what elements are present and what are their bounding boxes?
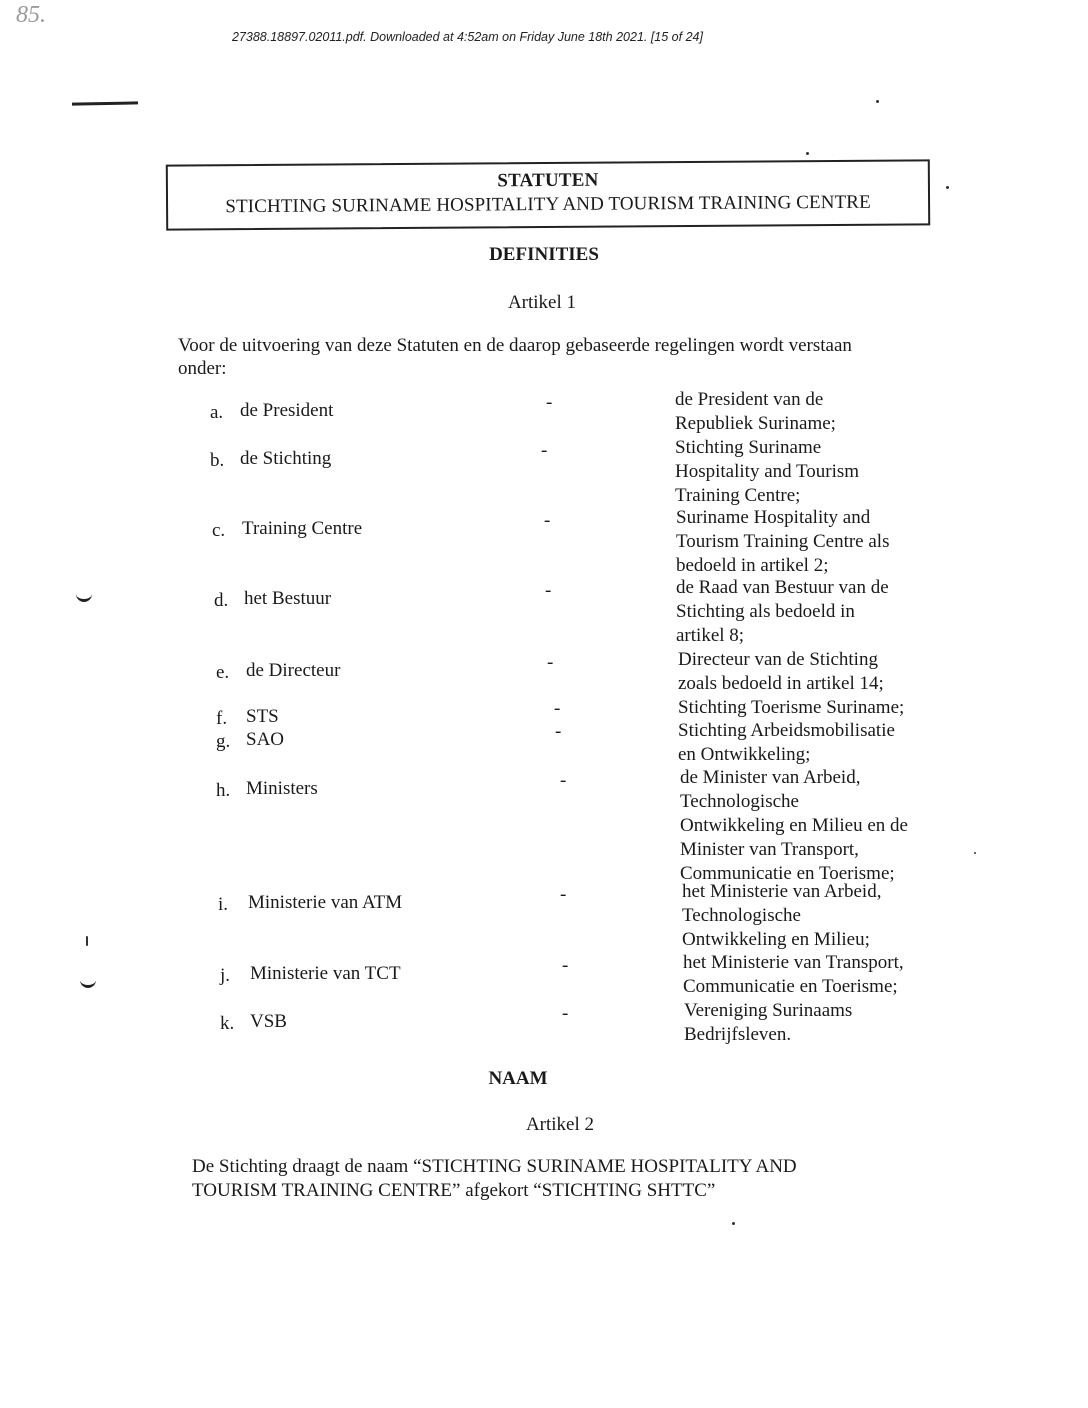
definition-meaning (676, 576, 946, 648)
definition-meaning (675, 388, 945, 436)
definition-meaning-line: Directeur van de Stichting (678, 649, 878, 670)
definition-meaning (675, 436, 945, 508)
definition-meaning (680, 766, 950, 886)
definition-meaning-line: Bedrijfsleven. (684, 1024, 792, 1045)
definition-meaning (683, 951, 953, 999)
definition-term: STS (246, 706, 279, 727)
definition-letter: f. (216, 708, 228, 729)
scan-speck (732, 1222, 735, 1225)
definition-letter: e. (216, 662, 230, 683)
definition-dash: - (560, 884, 567, 905)
definition-meaning (678, 696, 948, 720)
article-2-line-2: TOURISM TRAINING CENTRE” afgekort “STICHTING SHTTC” (192, 1180, 716, 1201)
definition-letter: a. (210, 402, 224, 423)
definition-term: SAO (246, 729, 285, 750)
definition-meaning-line: Technologische (680, 791, 799, 812)
scan-speck (876, 100, 879, 103)
definition-meaning-line: Republiek Suriname; (675, 413, 836, 434)
definition-dash: - (560, 770, 567, 791)
intro-line-2: onder: (178, 358, 227, 379)
definition-meaning-line: Training Centre; (675, 485, 801, 506)
definition-meaning (684, 999, 954, 1047)
definition-meaning-line: Vereniging Surinaams (684, 1000, 853, 1021)
definition-meaning-line: Tourism Training Centre als (676, 531, 890, 552)
definition-meaning-line: zoals bedoeld in artikel 14; (678, 673, 884, 694)
definition-meaning-line: de Minister van Arbeid, (680, 767, 861, 788)
scan-speck (86, 936, 88, 946)
scan-speck (974, 852, 976, 854)
definition-term: Ministerie van TCT (250, 963, 401, 984)
definition-meaning-line: Suriname Hospitality and (676, 507, 871, 528)
definition-dash: - (541, 440, 548, 461)
definition-meaning-line: Stichting Suriname (675, 437, 822, 458)
definition-meaning-line: Ontwikkeling en Milieu en de (680, 815, 908, 836)
definition-meaning (678, 719, 948, 767)
definition-meaning (678, 648, 948, 696)
definition-meaning-line: Stichting als bedoeld in (676, 601, 855, 622)
definition-letter: g. (216, 731, 231, 752)
scan-speck (946, 186, 949, 189)
definition-meaning-line: de President van de (675, 389, 824, 410)
definition-term: de Directeur (246, 660, 341, 681)
definition-dash: - (562, 955, 569, 976)
definition-meaning-line: Communicatie en Toerisme; (680, 863, 895, 884)
definition-meaning (676, 506, 946, 578)
definition-letter: i. (218, 894, 229, 915)
definition-dash: - (546, 392, 553, 413)
definition-letter: k. (220, 1013, 235, 1034)
title-box (166, 159, 930, 230)
article-1-label: Artikel 1 (507, 292, 577, 313)
definition-term: VSB (250, 1011, 287, 1032)
scan-mark (76, 594, 92, 602)
definition-term: het Bestuur (244, 588, 332, 609)
handwritten-page-number: 85. (16, 2, 46, 28)
definition-dash: - (547, 652, 554, 673)
definition-meaning-line: en Ontwikkeling; (678, 744, 811, 765)
definition-meaning-line: bedoeld in artikel 2; (676, 555, 829, 576)
definition-meaning-line: het Ministerie van Arbeid, (682, 881, 882, 902)
definition-meaning-line: Ontwikkeling en Milieu; (682, 929, 870, 950)
download-header: 27388.18897.02011.pdf. Downloaded at 4:52am on Friday June 18th 2021. [15 of 24] (232, 30, 703, 44)
intro-line-1: Voor de uitvoering van deze Statuten en de daarop gebaseerde regelingen wordt verstaan (178, 335, 852, 356)
definition-letter: c. (212, 520, 226, 541)
document-subtitle: STICHTING SURINAME HOSPITALITY AND TOURISM TRAINING CENTRE (225, 191, 871, 218)
definition-dash: - (562, 1003, 569, 1024)
margin-mark (72, 101, 138, 105)
scan-speck (806, 152, 809, 155)
definition-dash: - (554, 698, 561, 719)
article-2-line-1: De Stichting draagt de naam “STICHTING SURINAME HOSPITALITY AND (192, 1156, 797, 1177)
definition-dash: - (544, 510, 551, 531)
scan-mark (80, 980, 96, 988)
article-2-label: Artikel 2 (525, 1114, 595, 1135)
definition-meaning-line: Minister van Transport, (680, 839, 859, 860)
definition-dash: - (555, 721, 562, 742)
definition-term: Ministerie van ATM (248, 892, 403, 913)
document-title: STATUTEN (497, 169, 599, 192)
article-2-body (192, 1155, 892, 1203)
definition-term: de Stichting (240, 448, 332, 469)
definition-meaning (682, 880, 952, 952)
definition-meaning-line: Stichting Arbeidsmobilisatie (678, 720, 895, 741)
definitions-intro (178, 334, 918, 380)
definition-letter: j. (220, 965, 231, 986)
definition-meaning-line: het Ministerie van Transport, (683, 952, 904, 973)
definition-term: Ministers (246, 778, 318, 799)
definition-letter: h. (216, 780, 231, 801)
definition-meaning-line: de Raad van Bestuur van de (676, 577, 889, 598)
definition-term: de President (240, 400, 334, 421)
definition-term: Training Centre (242, 518, 363, 539)
definition-meaning-line: Technologische (682, 905, 801, 926)
definition-meaning-line: artikel 8; (676, 625, 745, 646)
definition-letter: b. (210, 450, 225, 471)
definition-dash: - (545, 580, 552, 601)
section-heading-definities: DEFINITIES (489, 244, 599, 265)
definition-meaning-line: Stichting Toerisme Suriname; (678, 697, 905, 718)
definition-meaning-line: Communicatie en Toerisme; (683, 976, 898, 997)
definition-letter: d. (214, 590, 229, 611)
section-heading-naam: NAAM (488, 1068, 548, 1089)
definition-meaning-line: Hospitality and Tourism (675, 461, 860, 482)
